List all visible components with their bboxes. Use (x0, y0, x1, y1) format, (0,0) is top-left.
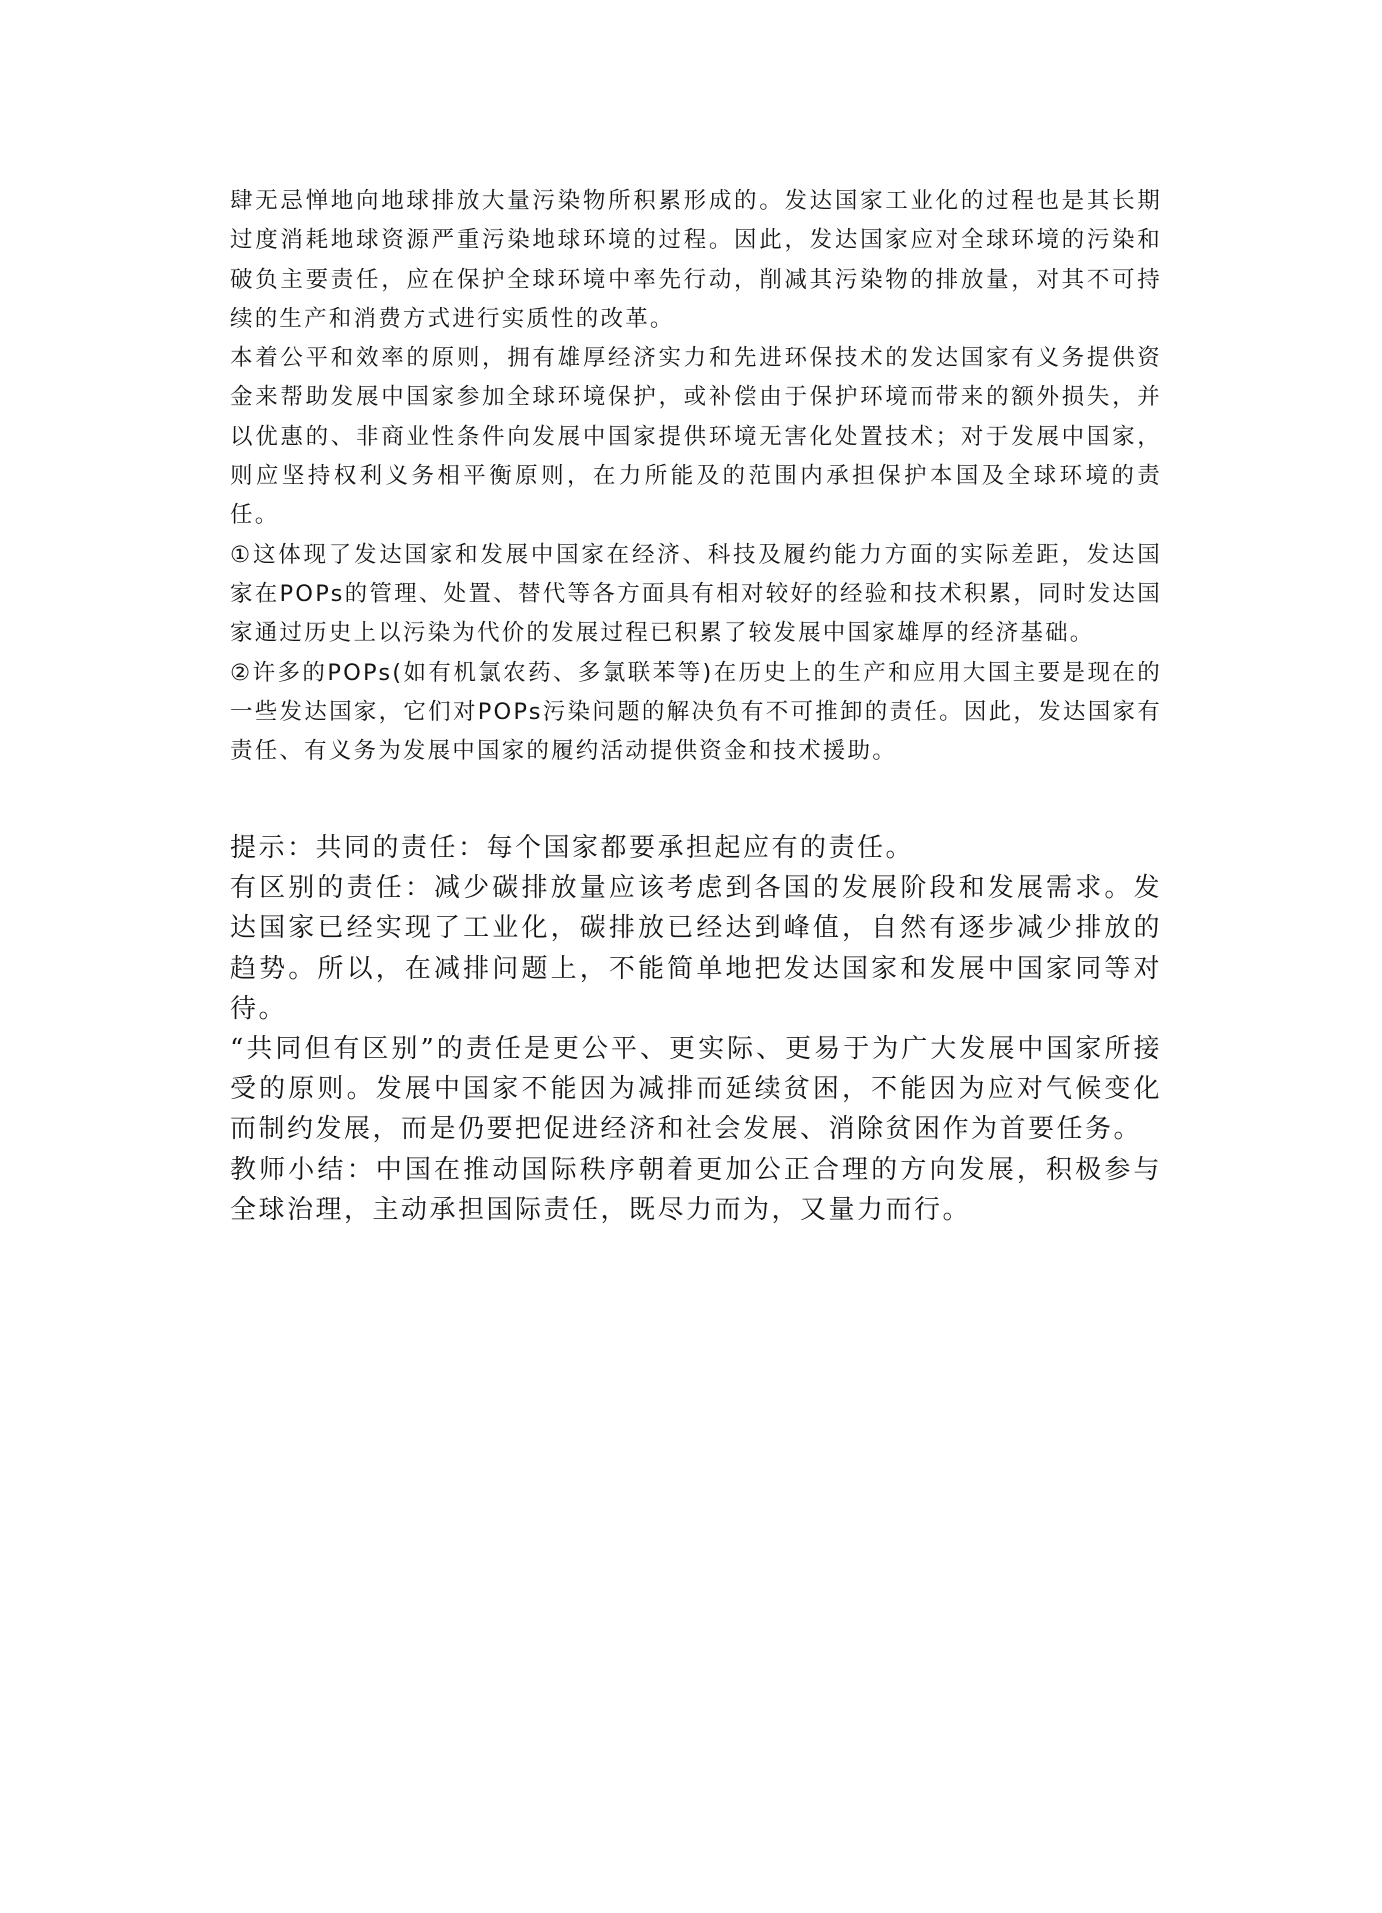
paragraph-developed-countries-pollution: 肆无忌惮地向地球排放大量污染物所积累形成的。发达国家工业化的过程也是其长期过度消耗地球资源严重污染地球环境的过程。因此，发达国家应对全球环境的污染和破负主要责任，应在保护全球环境中率先行动，削减其污染物的排放量，对其不可持续的生产和消费方式进行实质性的改革。 (230, 188, 1162, 332)
answer-text-block (230, 182, 1162, 771)
paragraph-teacher-summary: 教师小结：中国在推动国际秩序朝着更加公正合理的方向发展，积极参与全球治理，主动承担国际责任，既尽力而为，又量力而行。 (230, 1154, 1162, 1225)
paragraph-point-1: ①这体现了发达国家和发展中国家在经济、科技及履约能力方面的实际差距，发达国家在POPs的管理、处置、替代等各方面具有相对较好的经验和技术积累，同时发达国家通过历史上以污染为代价的发展过程已积累了较发展中国家雄厚的经济基础。 (230, 541, 1162, 647)
paragraph-point-2: ②许多的POPs(如有机氯农药、多氯联苯等)在历史上的生产和应用大国主要是现在的一些发达国家，它们对POPs污染问题的解决负有不可推卸的责任。因此，发达国家有责任、有义务为发展中国家的履约活动提供资金和技术援助。 (230, 659, 1162, 765)
paragraph-fairness-efficiency-principle: 本着公平和效率的原则，拥有雄厚经济实力和先进环保技术的发达国家有义务提供资金来帮助发展中国家参加全球环境保护，或补偿由于保护环境而带来的额外损失，并以优惠的、非商业性条件向发展中国家提供环境无害化处置技术；对于发展中国家，则应坚持权利义务相平衡原则，在力所能及的范围内承担保护本国及全球环境的责任。 (230, 345, 1162, 529)
hint-text-block (230, 828, 1162, 1230)
paragraph-cbdr-principle: “共同但有区别”的责任是更公平、更实际、更易于为广大发展中国家所接受的原则。发展中国家不能因为减排而延续贫困，不能因为应对气候变化而制约发展，而是仍要把促进经济和社会发展、消除贫困作为首要任务。 (230, 1034, 1162, 1145)
paragraph-differentiated-responsibility: 有区别的责任：减少碳排放量应该考虑到各国的发展阶段和发展需求。发达国家已经实现了工业化，碳排放已经达到峰值，自然有逐步减少排放的趋势。所以，在减排问题上，不能简单地把发达国家和发展中国家同等对待。 (230, 873, 1162, 1024)
paragraph-hint-common-responsibility: 提示：共同的责任：每个国家都要承担起应有的责任。 (230, 833, 915, 863)
